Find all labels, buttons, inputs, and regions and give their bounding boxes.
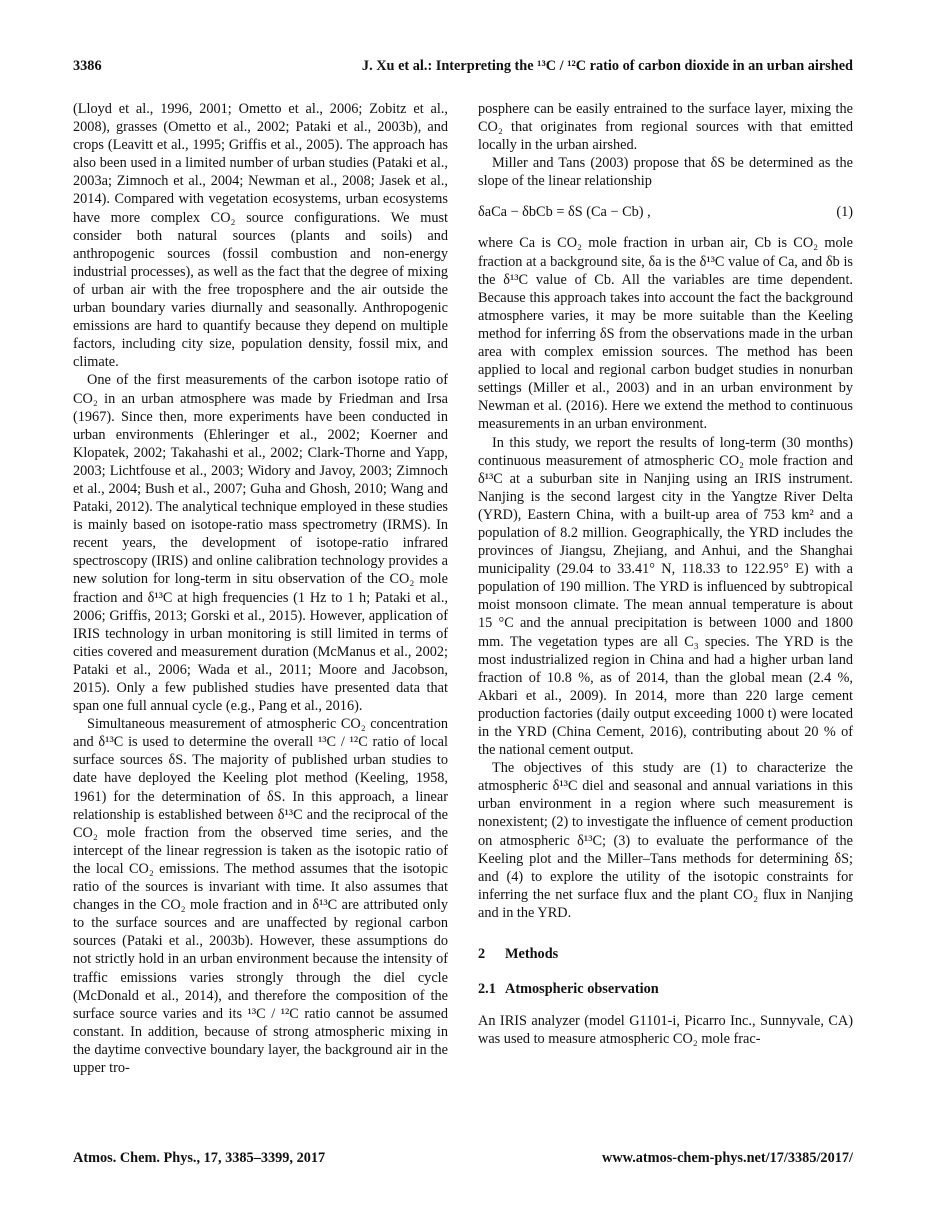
right-column [478,100,853,1048]
running-title: J. Xu et al.: Interpreting the ¹³C / ¹²C ratio of carbon dioxide in an urban airshed [361,58,853,74]
section-title: Methods [505,946,559,963]
equation-number: (1) [836,204,853,221]
section-heading [478,945,853,963]
left-paragraph-1: (Lloyd et al., 1996, 2001; Ometto et al., 2006; Zobitz et al., 2008), grasses (Ometto et al., 2002; Pataki et al., 2003b), and crops (Leavitt et al., 1995; Griffis et al., 2005). The approach has also been used in a limited number of urban studies (Pataki et al., 2003a; Zimnoch et al., 2004; Newman et al., 2008; Jasek et al., 2014). Compared with vegetation ecosystems, urban ecosystems have more complex CO₂ source configurations. We must consider both natural sources (plants and soils) and anthropogenic sources (fossil combustion and non-energy industrial processes), as well as the fact that the degree of mixing of urban air with the free troposphere and the air outside the urban boundary varies diurnally and seasonally. Anthropogenic emissions are hard to quantify because they depend on multiple factors, including city size, population density, fossil mix, and climate. [73,101,448,371]
section-number: 2 [478,946,486,963]
journal-citation: Atmos. Chem. Phys., 17, 3385–3399, 2017 [73,1150,326,1166]
right-paragraph-2: Miller and Tans (2003) propose that δS be determined as the slope of the linear relationship [478,155,853,190]
right-paragraph-6: An IRIS analyzer (model G1101-i, Picarro Inc., Sunnyvale, CA) was used to measure atmospheric CO₂ mole frac- [478,1013,853,1048]
journal-url: www.atmos-chem-phys.net/17/3385/2017/ [602,1150,853,1166]
equation-formula: δaCa − δbCb = δS (Ca − Cb) , [478,204,651,221]
left-column [73,100,448,1077]
page-footer [73,1150,853,1170]
left-paragraph-2: One of the first measurements of the carbon isotope ratio of CO₂ in an urban atmosphere was made by Friedman and Irsa (1967). Since then, more experiments have been conducted in urban environments (Ehleringer et al., 2002; Koerner and Klopatek, 2002; Takahashi et al., 2002; Clark-Thorne and Yapp, 2003; Lichtfouse et al., 2003; Widory and Javoy, 2003; Zimnoch et al., 2004; Bush et al., 2007; Guha and Ghosh, 2010; Wang and Pataki, 2012). The analytical technique employed in these studies is mainly based on isotope-ratio mass spectrometry (IRMS). In recent years, the development of isotope-ratio infrared spectroscopy (IRIS) and online calibration technology provides a new solution for long-term in situ observation of the CO₂ mole fraction and δ¹³C at high frequencies (1 Hz to 1 h; Pataki et al., 2006; Griffis, 2013; Gorski et al., 2015). However, application of IRIS technology in urban monitoring is still limited in terms of cities covered and measurement duration (McManus et al., 2002; Pataki et al., 2006; Wada et al., 2011; Moore and Jacobson, 2015). Only a few published studies have presented data that span one full annual cycle (e.g., Pang et al., 2016). [73,372,448,715]
right-paragraph-1: posphere can be easily entrained to the surface layer, mixing the CO₂ that originates from regional sources with that emitted locally in the urban airshed. [478,101,853,154]
right-paragraph-3: where Ca is CO₂ mole fraction in urban air, Cb is CO₂ mole fraction at a background site, δa is the δ¹³C value of Ca, and δb is the δ¹³C value of Cb. All the variables are time dependent. Because this approach takes into account the fact the background atmosphere varies, it may be more suitable than the Keeling method for inferring δS from the observations made in the urban area with complex emission sources. The method has been applied to local and regional carbon budget studies in nonurban settings (Miller et al., 2003) and in an urban environment by Newman et al. (2016). Here we extend the method to continuous measurements in an urban environment. [478,235,853,433]
equation-1 [478,203,853,225]
left-paragraph-3: Simultaneous measurement of atmospheric CO₂ concentration and δ¹³C is used to determine the overall ¹³C / ¹²C ratio of local surface sources δS. The majority of published urban studies to date have deployed the Keeling plot method (Keeling, 1958, 1961) for the determination of δS. In this approach, a linear relationship is established between δ¹³C and the reciprocal of the CO₂ mole fraction from the observed time series, and the intercept of the linear regression is taken as the isotopic ratio of the local CO₂ emissions. The method assumes that the isotopic ratio of the sources is invariant with time. It also assumes that changes in the CO₂ mole fraction and in δ¹³C are attributed only to the surface sources and are unaffected by regional carbon sources (Pataki et al., 2003b). However, these assumptions do not strictly hold in an urban environment because the intensity of traffic emissions varies strongly through the diel cycle (McDonald et al., 2014), and therefore the composition of the surface source varies and its ¹³C / ¹²C ratio cannot be assumed constant. In addition, because of strong atmospheric mixing in the daytime convective boundary layer, the background air in the upper tro- [73,716,448,1076]
subsection-heading [478,980,853,998]
subsection-title: Atmospheric observation [505,981,659,998]
page-number: 3386 [73,58,102,74]
subsection-number: 2.1 [478,981,496,998]
right-paragraph-5: The objectives of this study are (1) to characterize the atmospheric δ¹³C diel and seasonal and annual variations in this urban environment in a region where such measurement is nonexistent; (2) to investigate the influence of cement production on atmospheric δ¹³C; (3) to evaluate the performance of the Keeling plot and the Miller–Tans methods for determining δS; and (4) to explore the utility of the isotopic constraints for inferring the net surface flux and the plant CO₂ flux in Nanjing and in the YRD. [478,760,853,921]
right-paragraph-4: In this study, we report the results of long-term (30 months) continuous measurement of atmospheric CO₂ mole fraction and δ¹³C at a suburban site in Nanjing using an IRIS instrument. Nanjing is the second largest city in the Yangtze River Delta (YRD), Eastern China, with a built-up area of 753 km² and a population of 8.2 million. Geographically, the YRD includes the provinces of Jiangsu, Zhejiang, and Anhui, and the Shanghai municipality (29.04 to 33.41° N, 118.33 to 122.95° E) with a population of 190 million. The YRD is influenced by subtropical moist monsoon climate. The mean annual temperature is about 15 °C and the annual precipitation is between 1000 and 1800 mm. The vegetation types are all C₃ species. The YRD is the most industrialized region in China and had a higher urban land fraction of 10.8 %, as of 2014, than the global mean (2.4 %, Akbari et al., 2009). In 2014, more than 220 large cement production factories (daily output exceeding 1000 t) were located in the YRD (China Cement, 2016), contributing about 20 % of the national cement output. [478,434,853,759]
page-header [73,58,853,80]
